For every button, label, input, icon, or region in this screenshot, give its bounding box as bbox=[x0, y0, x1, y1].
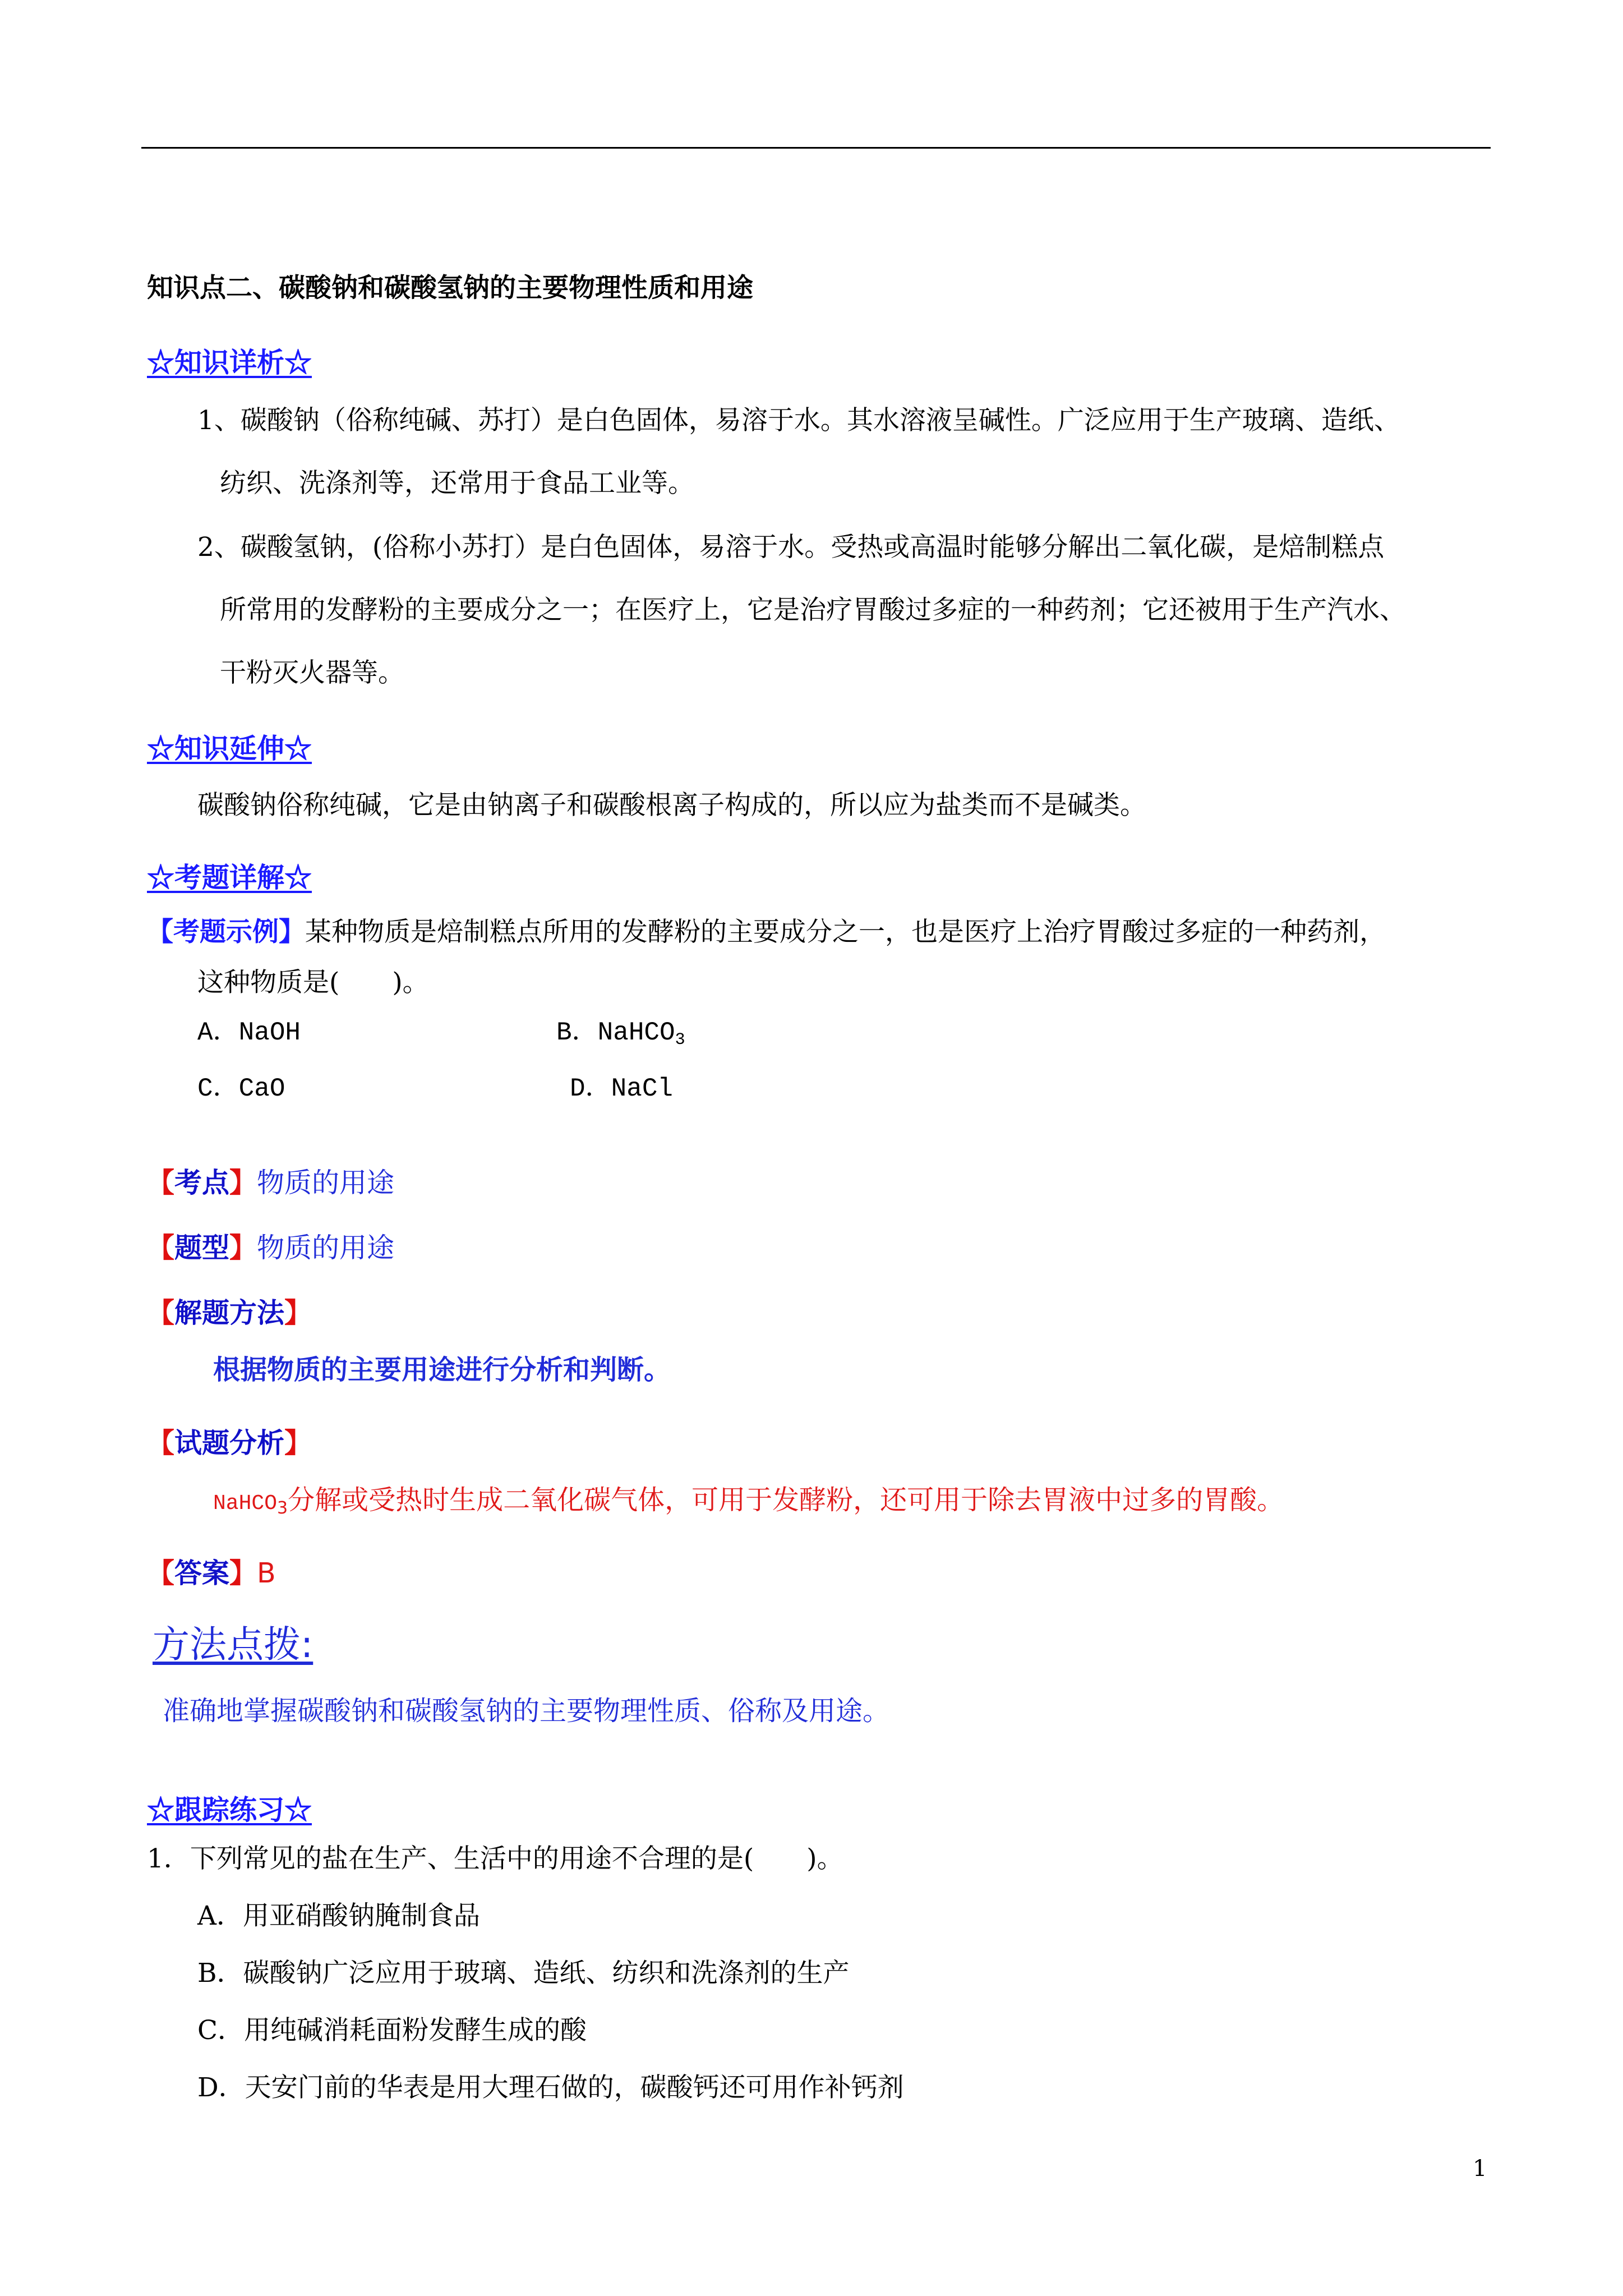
question-1-stem: 1．下列常见的盐在生产、生活中的用途不合理的是( )。 bbox=[147, 1843, 843, 1874]
bracket-open: 【 bbox=[147, 1167, 175, 1199]
option-b-subscript: 3 bbox=[675, 1030, 685, 1050]
bracket-close: 】 bbox=[284, 1297, 312, 1329]
analysis2-row bbox=[147, 1421, 312, 1461]
example-line2: 这种物质是( )。 bbox=[197, 967, 429, 998]
analysis-item-2-line2: 所常用的发酵粉的主要成分之一；在医疗上，它是治疗胃酸过多症的一种药剂；它还被用于生产汽水、 bbox=[220, 595, 1406, 625]
tips-title: 方法点拨: bbox=[153, 1623, 313, 1666]
method-label: 解题方法 bbox=[174, 1297, 285, 1329]
kaodian-value: 物质的用途 bbox=[257, 1167, 395, 1199]
answer-row bbox=[147, 1552, 276, 1591]
bracket-open: 【 bbox=[147, 1557, 175, 1589]
topic-heading: 知识点二、碳酸钠和碳酸氢钠的主要物理性质和用途 bbox=[147, 273, 753, 303]
bracket-open: 【 bbox=[147, 1427, 175, 1459]
extension-text: 碳酸钠俗称纯碱，它是由钠离子和碳酸根离子构成的，所以应为盐类而不是碱类。 bbox=[197, 790, 1146, 821]
option-b bbox=[556, 1020, 685, 1048]
section-knowledge-extension: ☆知识延伸☆ bbox=[147, 732, 312, 765]
analysis-item-1-line1: 1、碳酸钠（俗称纯碱、苏打）是白色固体，易溶于水。其水溶液呈碱性。广泛应用于生产玻璃、造纸、 bbox=[197, 405, 1400, 436]
example-question bbox=[147, 919, 1386, 945]
bracket-open: 【 bbox=[147, 1297, 175, 1329]
kaodian-row bbox=[147, 1161, 394, 1200]
bracket-close: 】 bbox=[229, 1232, 257, 1264]
analysis2-text bbox=[213, 1484, 1284, 1518]
tixing-value: 物质的用途 bbox=[257, 1232, 395, 1264]
bracket-close: 】 bbox=[284, 1427, 312, 1459]
analysis-item-2-line3: 干粉灭火器等。 bbox=[220, 657, 404, 688]
answer-label: 答案 bbox=[174, 1557, 230, 1589]
question-1-option-a: A．用亚硝酸钠腌制食品 bbox=[197, 1901, 480, 1931]
page-number: 1 bbox=[1473, 2156, 1487, 2182]
analysis2-label: 试题分析 bbox=[174, 1427, 285, 1459]
method-text: 根据物质的主要用途进行分析和判断。 bbox=[213, 1354, 671, 1386]
option-d: D．NaCl bbox=[570, 1074, 674, 1103]
tips-text: 准确地掌握碳酸钠和碳酸氢钠的主要物理性质、俗称及用途。 bbox=[163, 1695, 890, 1727]
header-rule bbox=[141, 147, 1491, 149]
question-1-option-d: D．天安门前的华表是用大理石做的，碳酸钙还可用作补钙剂 bbox=[197, 2072, 904, 2103]
example-line1: 某种物质是焙制糕点所用的发酵粉的主要成分之一，也是医疗上治疗胃酸过多症的一种药剂， bbox=[305, 917, 1386, 947]
formula-subscript: 3 bbox=[277, 1498, 288, 1518]
tixing-label: 题型 bbox=[174, 1232, 230, 1264]
method-row bbox=[147, 1291, 312, 1331]
answer-value: B bbox=[257, 1557, 276, 1589]
bracket-close: 】 bbox=[229, 1167, 257, 1199]
section-practice: ☆跟踪练习☆ bbox=[147, 1793, 312, 1826]
analysis-item-2-line1: 2、碳酸氢钠，(俗称小苏打）是白色固体，易溶于水。受热或高温时能够分解出二氧化碳，是焙制糕点 bbox=[197, 532, 1385, 563]
bracket-open: 【 bbox=[147, 1232, 175, 1264]
question-1-option-c: C．用纯碱消耗面粉发酵生成的酸 bbox=[197, 2015, 587, 2046]
section-exam-explanation: ☆考题详解☆ bbox=[147, 861, 312, 894]
option-c: C．CaO bbox=[197, 1074, 285, 1103]
tixing-row bbox=[147, 1226, 394, 1266]
analysis2-body: 分解或受热时生成二氧化碳气体，可用于发酵粉，还可用于除去胃液中过多的胃酸。 bbox=[288, 1484, 1284, 1516]
kaodian-label: 考点 bbox=[174, 1167, 230, 1199]
formula: NaHCO bbox=[213, 1492, 278, 1516]
example-label: 【考题示例】 bbox=[147, 917, 305, 947]
option-b-text: B．NaHCO bbox=[556, 1018, 675, 1047]
bracket-close: 】 bbox=[229, 1557, 257, 1589]
option-a: A．NaOH bbox=[197, 1018, 301, 1047]
section-knowledge-analysis: ☆知识详析☆ bbox=[147, 346, 312, 379]
question-1-option-b: B．碳酸钠广泛应用于玻璃、造纸、纺织和洗涤剂的生产 bbox=[197, 1958, 850, 1989]
analysis-item-1-line2: 纺织、洗涤剂等，还常用于食品工业等。 bbox=[220, 468, 694, 499]
